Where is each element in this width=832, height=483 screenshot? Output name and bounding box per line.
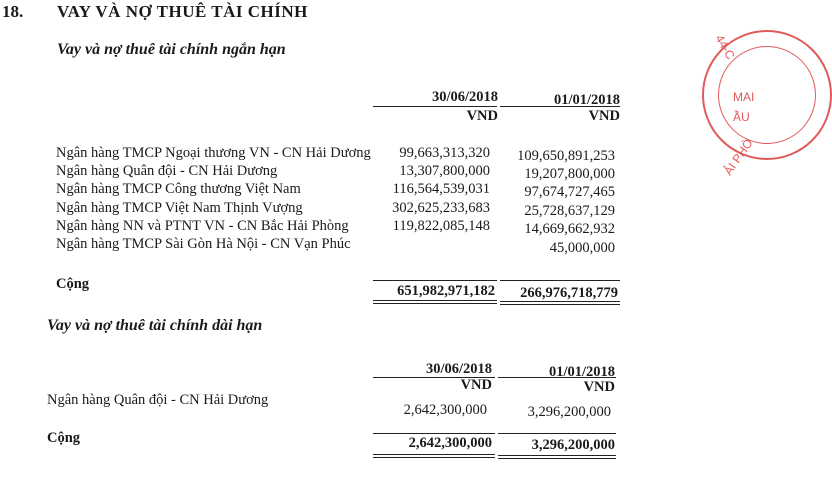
row-value-col1: 13,307,800,000	[399, 163, 490, 179]
long-term-col1-total-double-rule	[373, 454, 495, 458]
row-label: Ngân hàng NN và PTNT VN - CN Bắc Hải Phòng	[56, 218, 349, 234]
stamp-text-top: 44-C	[712, 32, 738, 62]
long-term-col2-total-double-rule	[498, 455, 616, 459]
row-label: Ngân hàng TMCP Sài Gòn Hà Nội - CN Vạn Phúc	[56, 236, 351, 252]
long-term-col1-subtotal-rule	[373, 433, 495, 434]
row-value-col2: 19,207,800,000	[524, 166, 615, 182]
long-term-col2-unit: VND	[583, 379, 615, 395]
section-title: VAY VÀ NỢ THUÊ TÀI CHÍNH	[57, 2, 308, 21]
section-number: 18.	[2, 2, 24, 21]
long-term-title: Vay và nợ thuê tài chính dài hạn	[47, 317, 263, 334]
row-value-col2: 97,674,727,465	[524, 184, 615, 200]
stamp-text-bottom: ẢI PHÒ	[720, 136, 756, 178]
row-label: Ngân hàng Quân đội - CN Hải Dương	[47, 392, 269, 408]
row-value-col1: 119,822,085,148	[392, 218, 490, 234]
row-value-col2: 3,296,200,000	[527, 404, 611, 420]
short-term-col1-unit: VND	[466, 108, 498, 124]
long-term-total-col2: 3,296,200,000	[531, 437, 615, 453]
long-term-total-col1: 2,642,300,000	[408, 435, 492, 451]
short-term-total-col2: 266,976,718,779	[520, 285, 618, 301]
short-term-col1-top-rule	[373, 106, 497, 107]
row-label: Ngân hàng TMCP Công thương Việt Nam	[56, 181, 301, 197]
short-term-col1-total-double-rule	[373, 300, 497, 304]
row-value-col1: 116,564,539,031	[392, 181, 490, 197]
long-term-total-label: Cộng	[47, 430, 81, 446]
row-label: Ngân hàng Quân đội - CN Hải Dương	[56, 163, 278, 179]
row-value-col1: 2,642,300,000	[403, 402, 487, 418]
long-term-col2-subtotal-rule	[498, 433, 616, 434]
short-term-col1-subtotal-rule	[373, 280, 497, 281]
short-term-col2-total-double-rule	[500, 301, 620, 305]
short-term-col1-date: 30/06/2018	[431, 89, 498, 105]
stamp-text-line2: MAI	[733, 90, 755, 104]
row-value-col2: 25,728,637,129	[524, 203, 615, 219]
long-term-col2-date: 01/01/2018	[548, 364, 615, 380]
row-value-col2: 45,000,000	[549, 240, 615, 256]
short-term-total-label: Cộng	[56, 276, 90, 292]
short-term-col2-subtotal-rule	[500, 280, 620, 281]
row-value-col2: 109,650,891,253	[517, 148, 615, 164]
row-value-col1: 99,663,313,320	[399, 145, 490, 161]
row-value-col1: 302,625,233,683	[392, 200, 490, 216]
row-label: Ngân hàng TMCP Việt Nam Thịnh Vượng	[56, 200, 303, 216]
short-term-col2-unit: VND	[588, 108, 620, 124]
short-term-col2-date: 01/01/2018	[553, 92, 620, 108]
row-value-col2: 14,669,662,932	[524, 221, 615, 237]
stamp-text-line3: ẦU	[733, 110, 750, 124]
long-term-col1-date: 30/06/2018	[425, 361, 492, 377]
short-term-title: Vay và nợ thuê tài chính ngắn hạn	[57, 41, 286, 58]
row-label: Ngân hàng TMCP Ngoại thương VN - CN Hải Dương	[56, 145, 371, 161]
short-term-total-col1: 651,982,971,182	[397, 283, 495, 299]
long-term-col1-unit: VND	[460, 377, 492, 393]
